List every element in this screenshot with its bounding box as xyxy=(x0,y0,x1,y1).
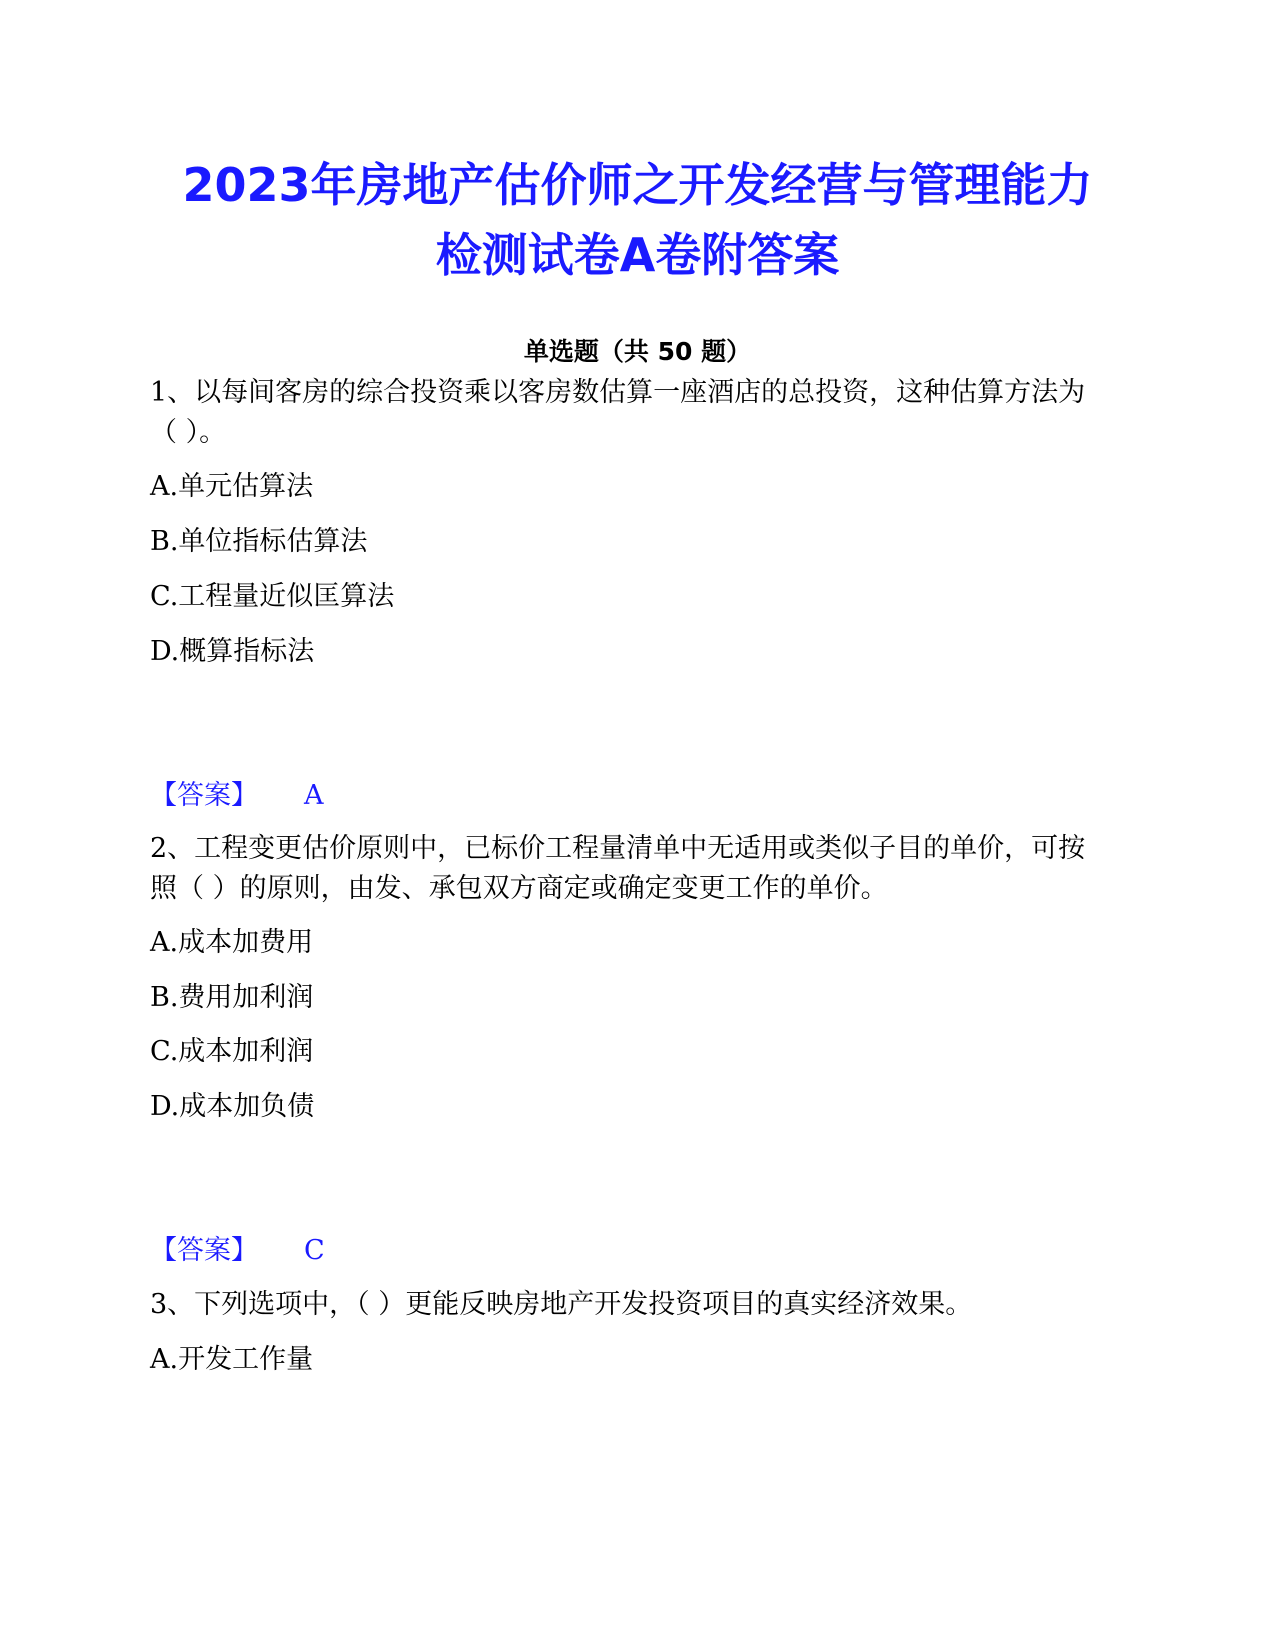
option-a: A.成本加费用 xyxy=(150,927,314,958)
question-1 xyxy=(150,373,1110,453)
answer-label: 【答案】 xyxy=(150,780,258,811)
answer-value: C xyxy=(304,1235,325,1266)
option-b: B.单位指标估算法 xyxy=(150,526,368,557)
question-text: 3、下列选项中，（ ）更能反映房地产开发投资项目的真实经济效果。 xyxy=(150,1289,973,1320)
title-line-2: 检测试卷A卷附答案 xyxy=(435,228,840,282)
option-d: D.成本加负债 xyxy=(150,1091,315,1122)
question-3 xyxy=(150,1285,1110,1325)
answer-line xyxy=(150,779,324,813)
answer-value: A xyxy=(304,780,324,811)
option-c: C.成本加利润 xyxy=(150,1036,314,1067)
option-a: A.单元估算法 xyxy=(150,471,314,502)
document-title xyxy=(100,150,1175,290)
answer-label: 【答案】 xyxy=(150,1235,258,1266)
question-text: 1、以每间客房的综合投资乘以客房数估算一座酒店的总投资，这种估算方法为（ ）。 xyxy=(150,377,1086,448)
option-b: B.费用加利润 xyxy=(150,982,314,1013)
option-c: C.工程量近似匡算法 xyxy=(150,581,395,612)
title-line-1: 2023年房地产估价师之开发经营与管理能力 xyxy=(182,158,1093,212)
question-text: 2、工程变更估价原则中，已标价工程量清单中无适用或类似子目的单价，可按照（ ）的原则，由发、承包双方商定或确定变更工作的单价。 xyxy=(150,833,1086,904)
section-heading: 单选题（共 50 题） xyxy=(523,337,752,366)
question-2 xyxy=(150,829,1110,909)
option-a: A.开发工作量 xyxy=(150,1344,314,1375)
option-d: D.概算指标法 xyxy=(150,636,315,667)
answer-line xyxy=(150,1234,325,1268)
